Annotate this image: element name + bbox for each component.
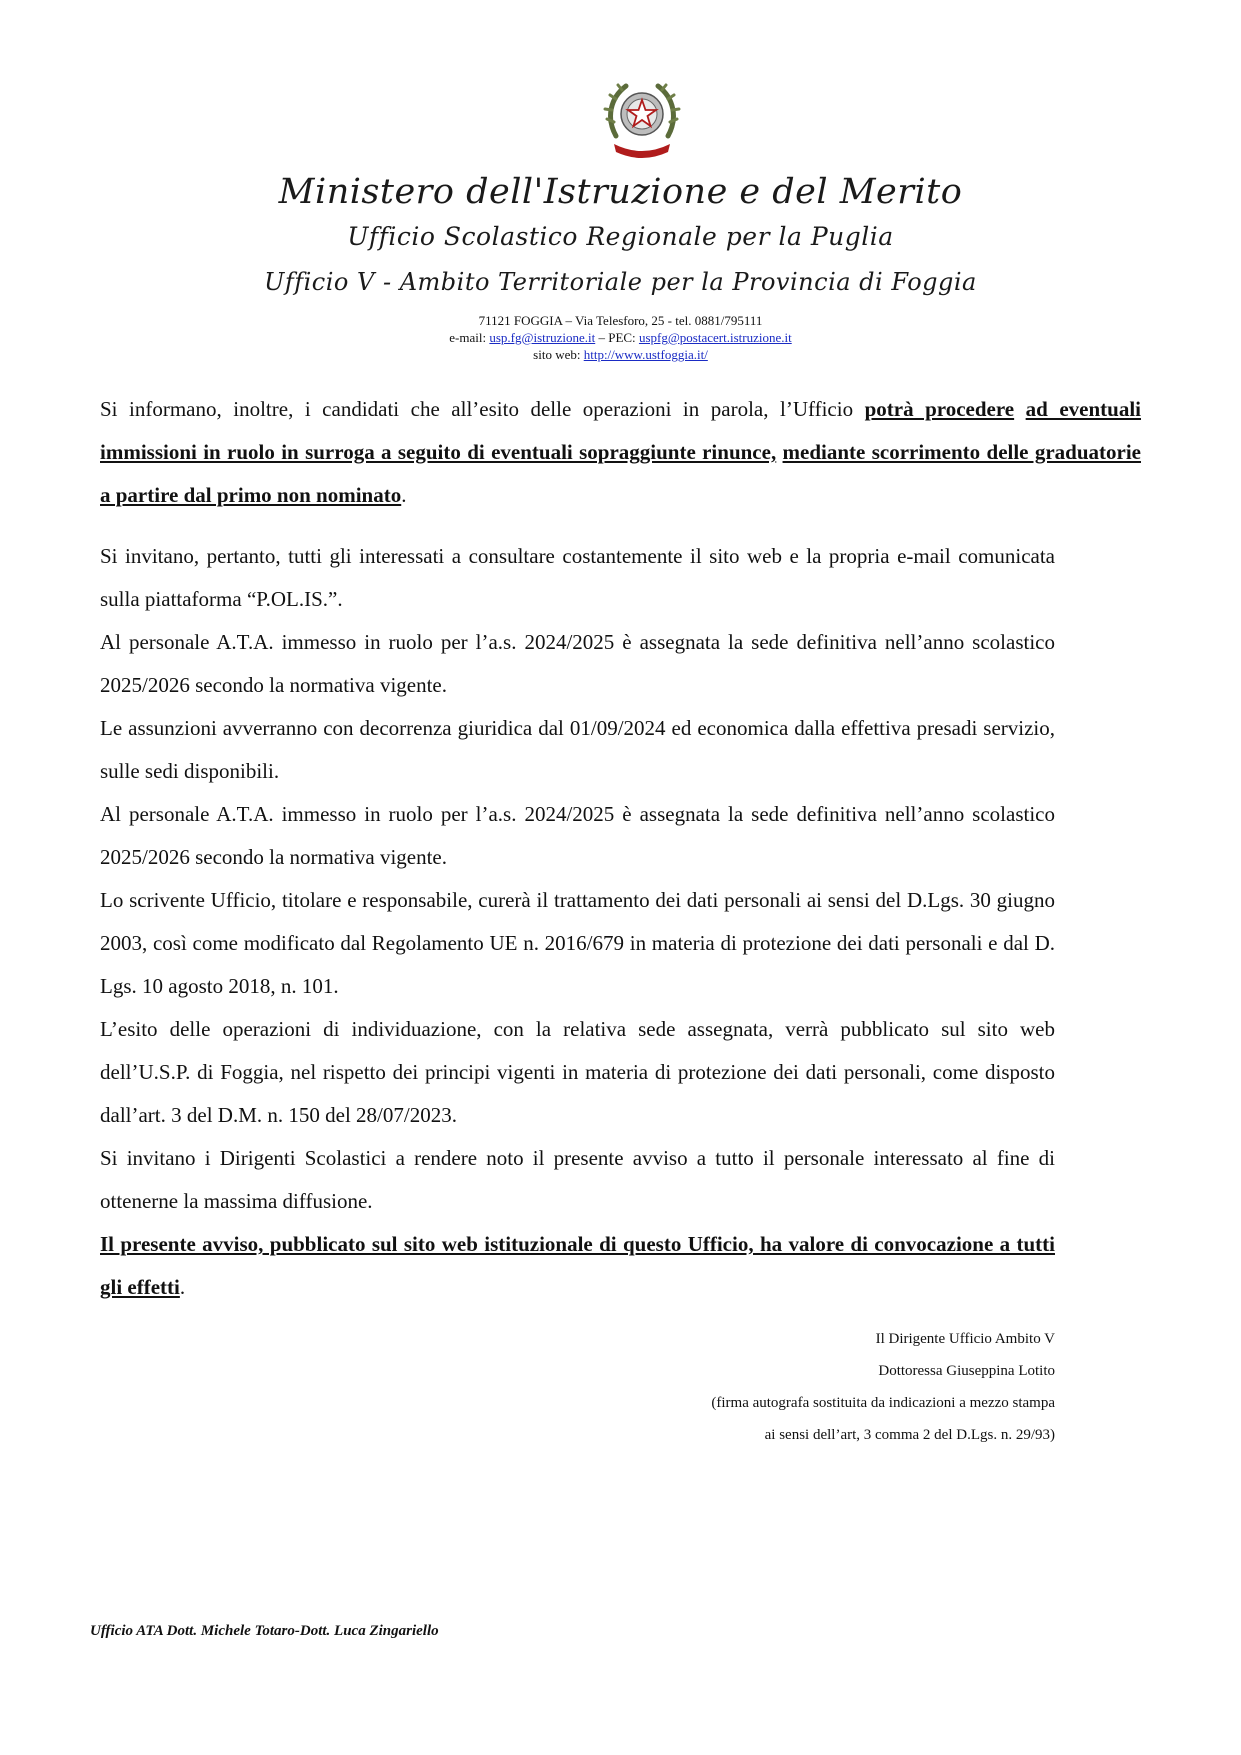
- regional-office-title: Ufficio Scolastico Regionale per la Puglia: [347, 222, 894, 251]
- paragraph-polis: Si invitano, pertanto, tutti gli interessati a consultare costantemente il sito web e la propria e-mail comunicata sulla piattaforma “P.OL.IS.”.: [100, 544, 1055, 611]
- notice-body-intro: [100, 388, 1141, 517]
- paragraph-privacy: Lo scrivente Ufficio, titolare e responsabile, curerà il trattamento dei dati personali ai sensi del D.Lgs. 30 giugno 2003, così come modificato dal Regolamento UE n. 2016/679 in materia di protezione dei dati personali e dal D. Lgs. 10 agosto 2018, n. 101.: [100, 888, 1055, 998]
- p1-period: .: [401, 483, 407, 507]
- office-website: [0, 347, 1241, 363]
- notice-body: [100, 535, 1055, 1309]
- email-label: e-mail:: [449, 330, 490, 345]
- signature-note-1: (firma autografa sostituita da indicazioni a mezzo stampa: [711, 1395, 1055, 1411]
- signature-role: Il Dirigente Ufficio Ambito V: [875, 1331, 1055, 1347]
- signature-note-2: ai sensi dell’art, 3 comma 2 del D.Lgs. n. 29/93): [764, 1427, 1055, 1443]
- p1-bold-1: potrà procedere: [864, 397, 1015, 421]
- website-label: sito web:: [533, 347, 584, 362]
- convocazione-period: .: [179, 1275, 186, 1299]
- paragraph-sede-definitiva-2: Al personale A.T.A. immesso in ruolo per l’a.s. 2024/2025 è assegnata la sede definitiva nell’anno scolastico 2025/2026 secondo la normativa vigente.: [100, 802, 1055, 869]
- office-address: 71121 FOGGIA – Via Telesforo, 25 - tel. 0881/795111: [478, 313, 763, 328]
- p1-bold-3: mediante scorrimento delle graduatorie a partire dal primo non nominato: [100, 440, 1141, 507]
- ministry-title: Ministero dell'Istruzione e del Merito: [278, 172, 963, 212]
- territorial-office-title: Ufficio V - Ambito Territoriale per la Provincia di Foggia: [264, 268, 977, 296]
- paragraph-sede-definitiva-1: Al personale A.T.A. immesso in ruolo per l’a.s. 2024/2025 è assegnata la sede definitiva nell’anno scolastico 2025/2026 secondo la normativa vigente.: [100, 630, 1055, 697]
- signature-block: [560, 1323, 1055, 1451]
- footer-office-staff: Ufficio ATA Dott. Michele Totaro-Dott. Luca Zingariello: [90, 1623, 439, 1639]
- signature-name: Dottoressa Giuseppina Lotito: [878, 1363, 1055, 1379]
- p1-space-1: [1014, 397, 1026, 421]
- website-link[interactable]: http://www.ustfoggia.it/: [583, 347, 708, 362]
- pec-link[interactable]: uspfg@postacert.istruzione.it: [638, 330, 792, 345]
- paragraph-assunzioni: Le assunzioni avverranno con decorrenza giuridica dal 01/09/2024 ed economica dalla effettiva presadi servizio, sulle sedi disponibili.: [100, 716, 1055, 783]
- paragraph-dirigenti: Si invitano i Dirigenti Scolastici a rendere noto il presente avviso a tutto il personale interessato al fine di ottenerne la massima diffusione.: [100, 1146, 1055, 1213]
- convocazione-bold: Il presente avviso, pubblicato sul sito web istituzionale di questo Ufficio, ha valore di convocazione a tutti gli effetti: [100, 1232, 1055, 1299]
- email-link[interactable]: usp.fg@istruzione.it: [489, 330, 596, 345]
- office-contacts: [0, 330, 1241, 346]
- paragraph-pubblicazione: L’esito delle operazioni di individuazione, con la relativa sede assegnata, verrà pubblicato sul sito web dell’U.S.P. di Foggia, nel rispetto dei principi vigenti in materia di protezione dei dati personali, come disposto dall’art. 3 del D.M. n. 150 del 28/07/2023.: [100, 1017, 1055, 1127]
- p1-bold-2: ad eventuali immissioni in ruolo in surroga a seguito di eventuali sopraggiunte rinunce,: [100, 397, 1141, 464]
- italian-republic-emblem-icon: [602, 78, 682, 162]
- p1-text: Si informano, inoltre, i candidati che all’esito delle operazioni in parola, l’Ufficio: [100, 397, 865, 421]
- paragraph-convocazione: [100, 1223, 1055, 1309]
- pec-label: – PEC:: [595, 330, 639, 345]
- paragraph-surroga: [100, 388, 1141, 517]
